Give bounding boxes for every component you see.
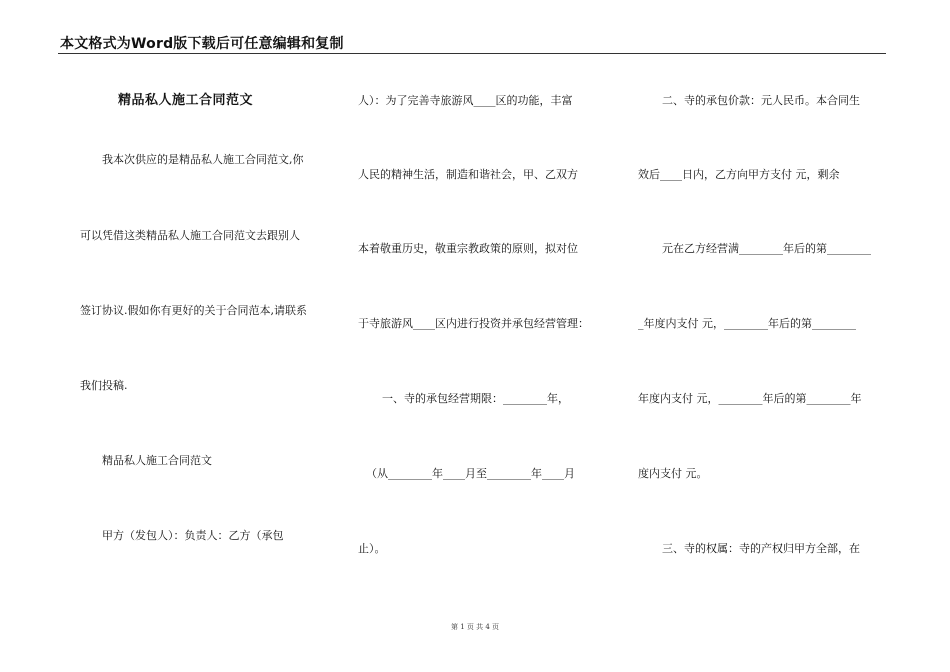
paragraph-line: 我本次供应的是精品私人施工合同范文,你 [102,153,304,166]
paragraph-line: 三、寺的权属：寺的产权归甲方全部，在 [662,542,860,555]
paragraph-line: 一、寺的承包经营期限：________年， [382,392,569,405]
text-column-3 [638,90,888,590]
paragraph-line: 我们投稿. [80,379,128,392]
paragraph-line: （从________年____月至________年____月 [366,467,575,480]
paragraph-line: 人民的精神生活，制造和谐社会，甲、乙双方 [358,168,578,181]
paragraph-line: 止）。 [358,542,386,555]
paragraph-line: 效后____日内，乙方向甲方支付 元，剩余 [638,168,840,181]
paragraph-line: 度内支付 元。 [638,467,708,480]
paragraph-line: 年度内支付 元，________年后的第________年 [638,392,862,405]
text-column-2 [358,90,608,590]
paragraph-line: 人）：为了完善寺旅游风____区的功能，丰富 [358,94,573,107]
paragraph-line: 元在乙方经营满________年后的第________ [662,242,871,255]
page-header-title: 本文格式为Word版下载后可任意编辑和复制 [60,36,344,52]
paragraph-line: 于寺旅游风____区内进行投资并承包经营管理： [358,317,589,330]
paragraph-line: 二、寺的承包价款：元人民币。本合同生 [662,94,860,107]
text-column-1 [80,90,330,590]
section-heading: 精品私人施工合同范文 [102,454,212,467]
document-title: 精品私人施工合同范文 [118,93,254,108]
paragraph-line: _年度内支付 元，________年后的第________ [638,317,856,330]
header-divider [58,53,886,54]
paragraph-line: 签订协议.假如你有更好的关于合同范本,请联系 [80,304,307,317]
paragraph-line: 甲方（发包人）：负责人：乙方（承包 [102,529,284,542]
paragraph-line: 可以凭借这类精品私人施工合同范文去跟别人 [80,229,300,242]
page-number: 第 1 页 共 4 页 [450,623,500,631]
paragraph-line: 本着敬重历史，敬重宗教政策的原则，拟对位 [358,242,578,255]
